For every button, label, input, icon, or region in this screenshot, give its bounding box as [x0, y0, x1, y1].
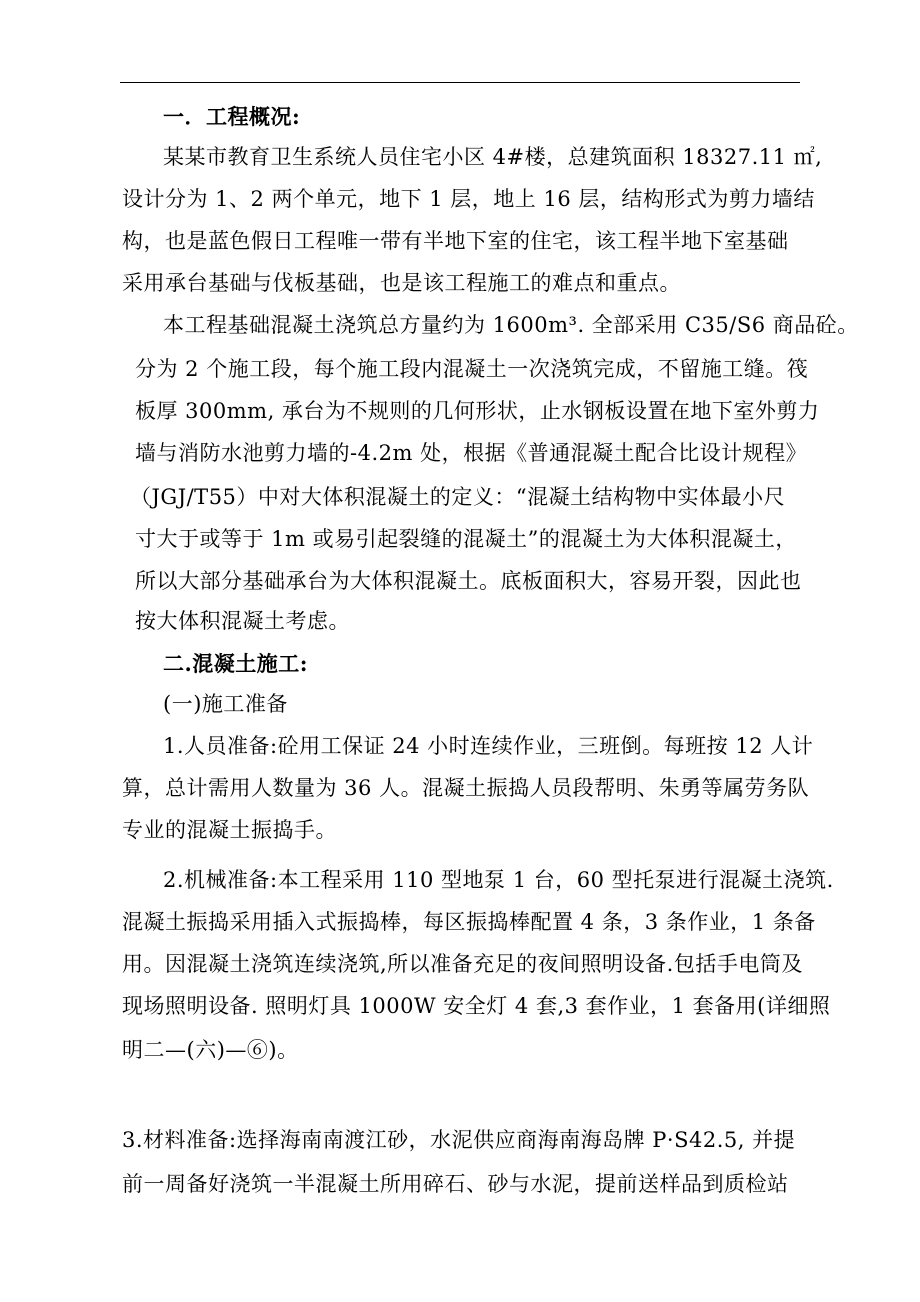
paragraph-line: 采用承台基础与伐板基础，也是该工程施工的难点和重点。: [122, 271, 681, 295]
paragraph-line: 墙与消防水池剪力墙的-4.2m 处，根据《普通混凝土配合比设计规程》: [135, 441, 808, 465]
paragraph-line: 明二—(六)—⑥)。: [122, 1038, 299, 1062]
paragraph-line: 1.人员准备:砼用工保证 24 小时连续作业，三班倒。每班按 12 人计: [163, 734, 814, 758]
paragraph-line: 按大体积混凝土考虑。: [135, 609, 350, 633]
paragraph-line: 3.材料准备:选择海南南渡江砂，水泥供应商海南海岛牌 P·S42.5, 并提: [122, 1128, 796, 1152]
paragraph-line: 板厚 300mm, 承台为不规则的几何形状，止水钢板设置在地下室外剪力: [135, 399, 820, 423]
paragraph-line: 算，总计需用人数量为 36 人。混凝土振捣人员段帮明、朱勇等属劳务队: [122, 776, 810, 800]
paragraph-line: 2.机械准备:本工程采用 110 型地泵 1 台，60 型托泵进行混凝土浇筑.: [163, 868, 834, 892]
section-heading-overview: 一．工程概况:: [163, 104, 301, 129]
paragraph-line: 设计分为 1、2 两个单元，地下 1 层，地上 16 层，结构形式为剪力墙结: [122, 187, 815, 211]
paragraph-line: 寸大于或等于 1m 或易引起裂缝的混凝土”的混凝土为大体积混凝土，: [135, 527, 797, 551]
paragraph-line: 混凝土振捣采用插入式振捣棒，每区振捣棒配置 4 条，3 条作业，1 条备: [122, 910, 816, 934]
paragraph-line: 分为 2 个施工段，每个施工段内混凝土一次浇筑完成，不留施工缝。筏: [135, 357, 809, 381]
paragraph-line: 用。因混凝土浇筑连续浇筑,所以准备充足的夜间照明设备.包括手电筒及: [122, 952, 803, 976]
paragraph-line: 前一周备好浇筑一半混凝土所用碎石、砂与水泥，提前送样品到质检站: [122, 1172, 789, 1196]
paragraph-line: 某某市教育卫生系统人员住宅小区 4#楼，总建筑面积 18327.11 ㎡,: [163, 145, 823, 169]
section-heading-concrete: 二.混凝土施工:: [163, 651, 309, 676]
paragraph-line: 本工程基础混凝土浇筑总方量约为 1600m³. 全部采用 C35/S6 商品砼。: [163, 313, 859, 337]
paragraph-line: 现场照明设备. 照明灯具 1000W 安全灯 4 套,3 套作业，1 套备用(详细照: [122, 994, 831, 1018]
paragraph-line: 所以大部分基础承台为大体积混凝土。底板面积大，容易开裂，因此也: [135, 569, 802, 593]
subsection-heading: (一)施工准备: [163, 692, 288, 716]
paragraph-line: 构，也是蓝色假日工程唯一带有半地下室的住宅，该工程半地下室基础: [122, 229, 789, 253]
header-rule: [120, 82, 800, 83]
paragraph-line: 专业的混凝土振捣手。: [122, 818, 337, 842]
paragraph-line: （JGJ/T55）中对大体积混凝土的定义：“混凝土结构物中实体最小尺: [130, 485, 786, 509]
